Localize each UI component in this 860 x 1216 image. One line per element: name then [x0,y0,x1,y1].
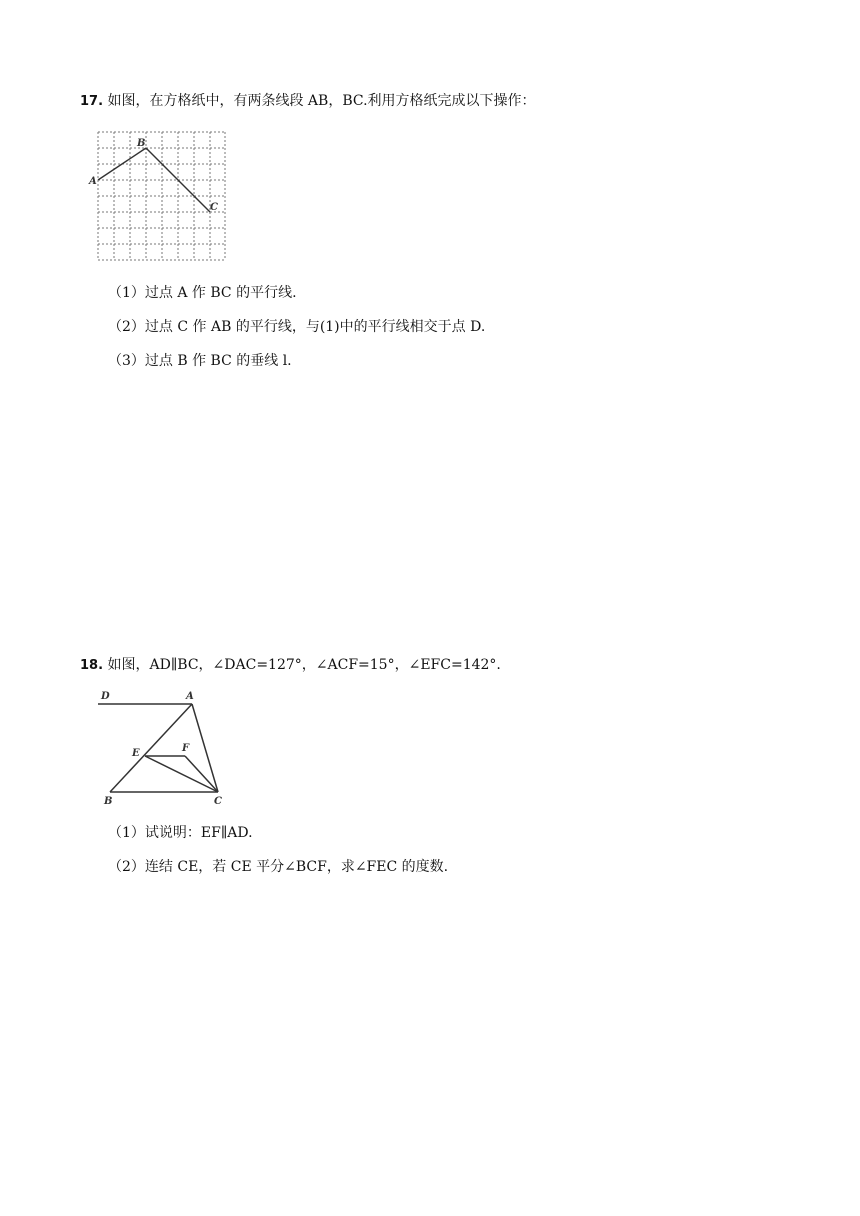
segment-ec [145,756,218,792]
label-c: C [214,796,222,807]
question-17-item-3: （3）过点 B 作 BC 的垂线 l. [108,353,292,369]
label-c: C [210,202,218,213]
label-a: A [89,176,97,187]
label-a: A [186,691,194,702]
question-17-text: 如图，在方格纸中，有两条线段 AB，BC.利用方格纸完成以下操作： [107,93,536,109]
question-18-figure [96,688,236,810]
question-18-title [80,654,501,674]
question-17-title [80,90,536,110]
question-17-item-1: （1）过点 A 作 BC 的平行线. [108,285,297,301]
question-17-grid-figure [86,128,231,268]
question-18-item-2: （2）连结 CE，若 CE 平分∠BCF，求∠FEC 的度数. [108,859,449,875]
segment-ab [110,704,192,792]
question-17-number: 17. [80,94,104,109]
question-18-text: 如图，AD∥BC，∠DAC=127°，∠ACF=15°，∠EFC=142°. [107,657,501,673]
label-f: F [182,743,190,754]
label-b: B [137,138,146,149]
question-18-item-1: （1）试说明：EF∥AD. [108,825,253,841]
grid-lines [98,132,225,260]
question-17-item-2: （2）过点 C 作 AB 的平行线，与(1)中的平行线相交于点 D. [108,319,486,335]
label-e: E [132,748,140,759]
label-d: D [101,691,110,702]
label-b: B [104,796,113,807]
question-18-number: 18. [80,658,104,673]
